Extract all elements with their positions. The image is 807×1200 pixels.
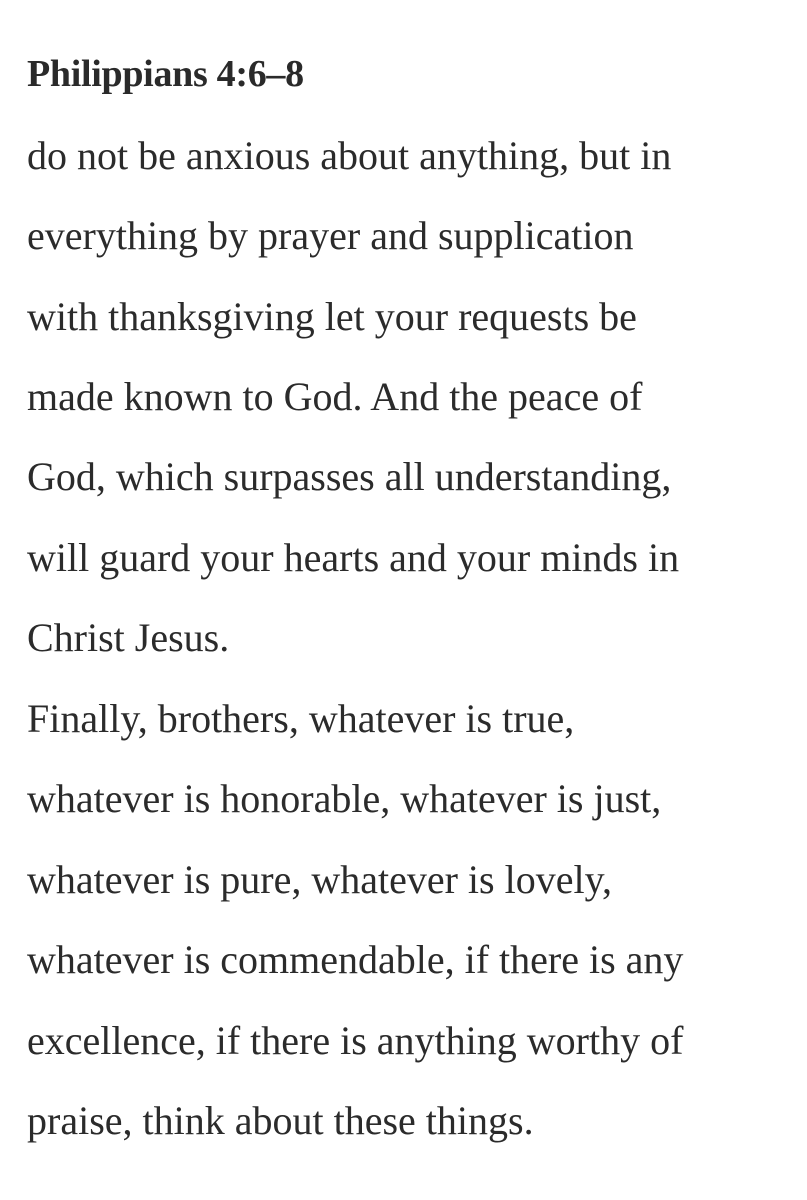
passage-line: with thanksgiving let your requests be (27, 294, 637, 339)
passage-line: everything by prayer and supplication (27, 213, 634, 258)
passage-line: whatever is honorable, whatever is just, (27, 776, 662, 821)
passage-line: Finally, brothers, whatever is true, (27, 696, 575, 741)
passage-line: God, which surpasses all understanding, (27, 454, 672, 499)
passage-line: will guard your hearts and your minds in (27, 535, 680, 580)
passage-line: do not be anxious about anything, but in (27, 133, 672, 178)
passage-line: Christ Jesus. (27, 615, 230, 660)
passage-line: whatever is commendable, if there is any (27, 937, 684, 982)
passage-line: made known to God. And the peace of (27, 374, 643, 419)
passage-reference: Philippians 4:6–8 (27, 53, 304, 95)
passage-line: excellence, if there is anything worthy of (27, 1018, 684, 1063)
passage-line: whatever is pure, whatever is lovely, (27, 857, 612, 902)
passage-line: praise, think about these things. (27, 1098, 534, 1143)
